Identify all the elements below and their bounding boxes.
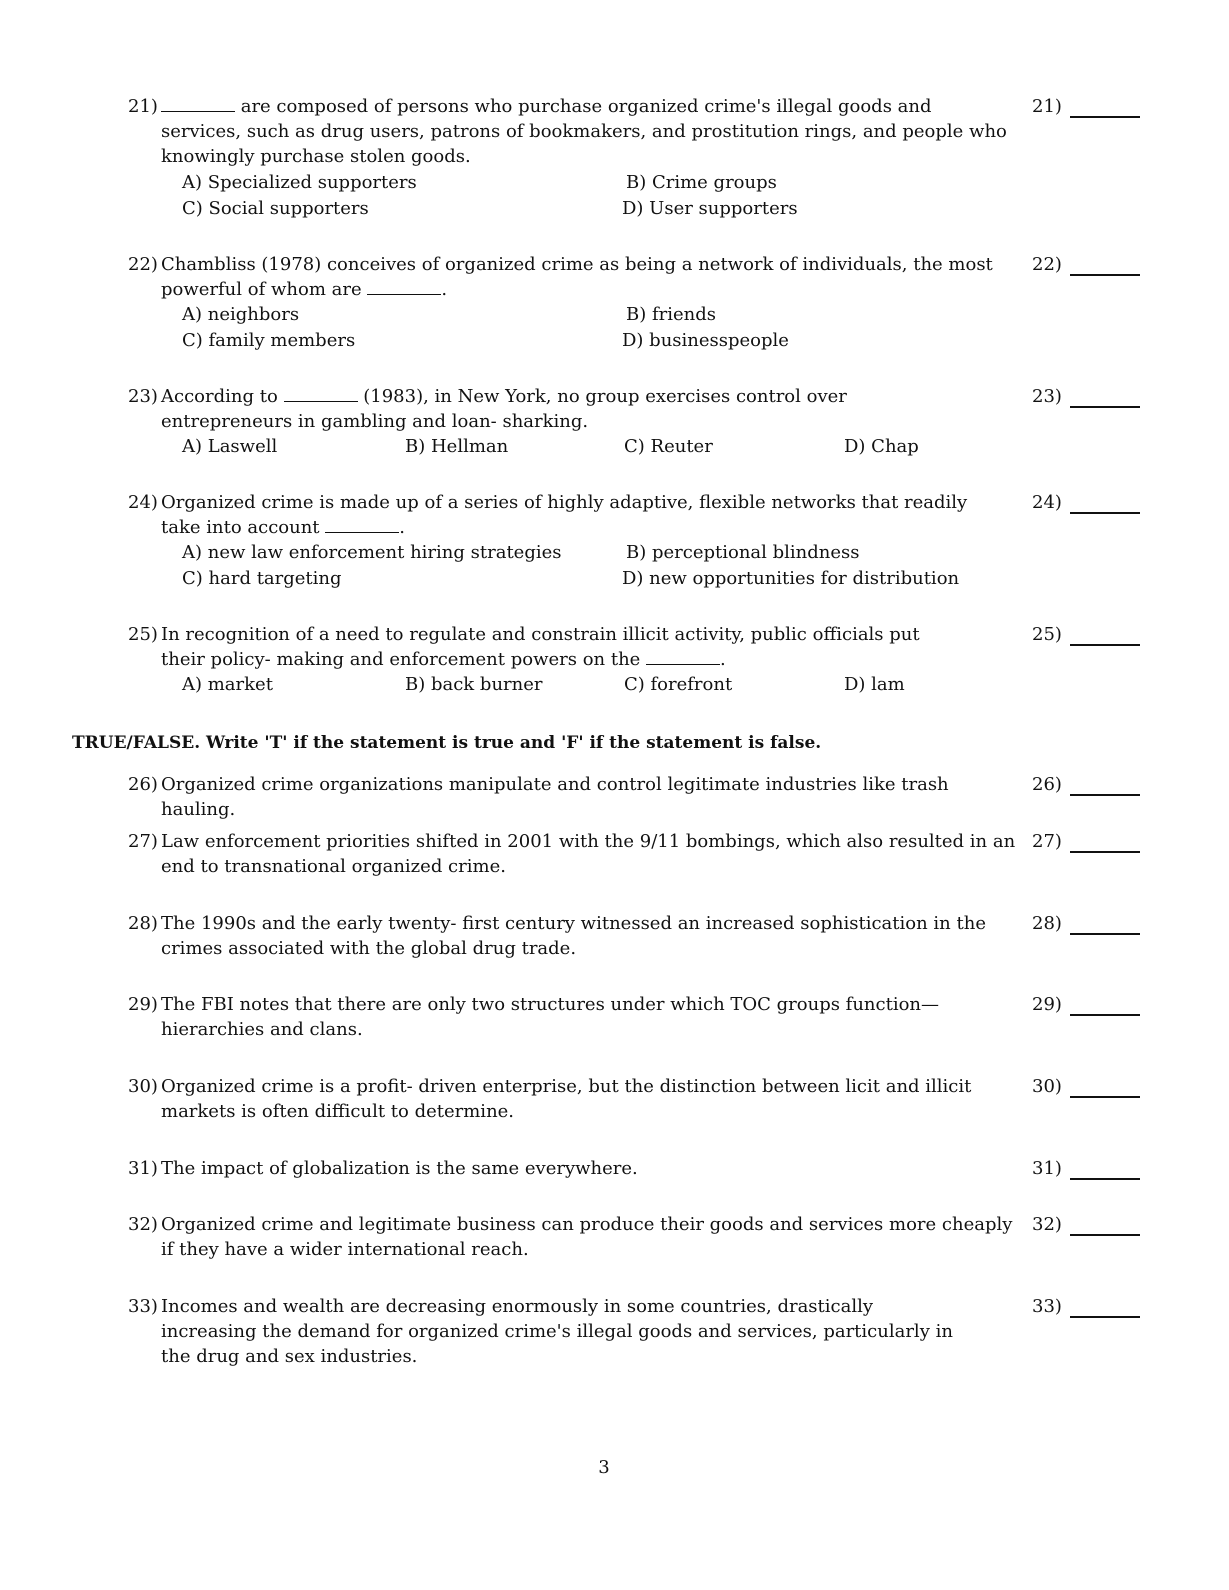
answer-number: 30)	[1032, 1076, 1062, 1097]
fill-in-blank	[325, 516, 399, 533]
answer-line[interactable]	[1070, 1234, 1140, 1236]
answer-number: 33)	[1032, 1296, 1062, 1317]
answer-number: 24)	[1032, 492, 1062, 513]
question-number: 25)	[128, 624, 158, 645]
option-d: D) new opportunities for distribution	[622, 568, 960, 589]
option-b: B) friends	[626, 304, 716, 325]
answer-number: 25)	[1032, 624, 1062, 645]
section-heading: TRUE/FALSE. Write 'T' if the statement is true and 'F' if the statement is false.	[72, 733, 822, 753]
question-text: Organized crime organizations manipulate and control legitimate industries like trash hauling.	[161, 774, 949, 820]
fill-in-blank	[367, 278, 441, 295]
answer-line[interactable]	[1070, 1014, 1140, 1016]
question-text: Organized crime and legitimate business can produce their goods and services more cheaply if they have a wider international reach.	[161, 1214, 1013, 1260]
question-number: 21)	[128, 96, 158, 117]
answer-line[interactable]	[1070, 794, 1140, 796]
answer-line[interactable]	[1070, 933, 1140, 935]
option-d: D) User supporters	[622, 198, 798, 219]
answer-number: 22)	[1032, 254, 1062, 275]
answer-line[interactable]	[1070, 406, 1140, 408]
option-d: D) lam	[844, 674, 905, 695]
option-c: C) Reuter	[624, 436, 713, 457]
question-stem: Organized crime is made up of a series of highly adaptive, flexible networks that readily take into account .	[161, 492, 968, 538]
answer-number: 23)	[1032, 386, 1062, 407]
question-stem: Chambliss (1978) conceives of organized crime as being a network of individuals, the most powerful of whom are .	[161, 254, 993, 300]
page-number: 3	[598, 1457, 610, 1478]
answer-line[interactable]	[1070, 1316, 1140, 1318]
question-text: Incomes and wealth are decreasing enormously in some countries, drastically increasing the demand for organized crime's illegal goods and services, particularly in the drug and sex industries.	[161, 1296, 953, 1367]
answer-number: 28)	[1032, 913, 1062, 934]
answer-number: 27)	[1032, 831, 1062, 852]
answer-line[interactable]	[1070, 116, 1140, 118]
question-number: 32)	[128, 1214, 158, 1235]
option-d: D) Chap	[844, 436, 919, 457]
option-a: A) market	[182, 674, 273, 695]
option-c: C) family members	[182, 330, 356, 351]
fill-in-blank	[646, 648, 720, 665]
question-number: 28)	[128, 913, 158, 934]
question-number: 23)	[128, 386, 158, 407]
answer-line[interactable]	[1070, 644, 1140, 646]
question-text: The FBI notes that there are only two structures under which TOC groups function—hierarchies and clans.	[161, 994, 940, 1040]
answer-line[interactable]	[1070, 1178, 1140, 1180]
question-number: 29)	[128, 994, 158, 1015]
question-text: Organized crime is a profit- driven enterprise, but the distinction between licit and illicit markets is often difficult to determine.	[161, 1076, 972, 1122]
option-b: B) back burner	[405, 674, 543, 695]
question-number: 24)	[128, 492, 158, 513]
answer-line[interactable]	[1070, 512, 1140, 514]
question-number: 30)	[128, 1076, 158, 1097]
question-text: The 1990s and the early twenty- first century witnessed an increased sophistication in the crimes associated with the global drug trade.	[161, 913, 986, 959]
answer-line[interactable]	[1070, 274, 1140, 276]
question-stem: According to (1983), in New York, no group exercises control over entrepreneurs in gambling and loan- sharking.	[161, 386, 847, 432]
question-number: 31)	[128, 1158, 158, 1179]
answer-number: 32)	[1032, 1214, 1062, 1235]
option-c: C) Social supporters	[182, 198, 369, 219]
question-number: 22)	[128, 254, 158, 275]
option-a: A) new law enforcement hiring strategies	[182, 542, 562, 563]
option-a: A) Specialized supporters	[182, 172, 417, 193]
question-number: 26)	[128, 774, 158, 795]
question-number: 33)	[128, 1296, 158, 1317]
question-number: 27)	[128, 831, 158, 852]
question-stem: are composed of persons who purchase organized crime's illegal goods and services, such as drug users, patrons of bookmakers, and prostitution rings, and people who knowingly purchase stolen goods.	[161, 96, 1007, 167]
question-stem: In recognition of a need to regulate and constrain illicit activity, public officials put their policy- making and enforcement powers on the .	[161, 624, 920, 670]
question-text: The impact of globalization is the same everywhere.	[161, 1158, 638, 1179]
option-b: B) Crime groups	[626, 172, 777, 193]
option-d: D) businesspeople	[622, 330, 789, 351]
fill-in-blank	[284, 385, 358, 402]
answer-line[interactable]	[1070, 1096, 1140, 1098]
option-c: C) hard targeting	[182, 568, 342, 589]
answer-number: 26)	[1032, 774, 1062, 795]
option-b: B) perceptional blindness	[626, 542, 860, 563]
option-c: C) forefront	[624, 674, 733, 695]
answer-number: 21)	[1032, 96, 1062, 117]
answer-line[interactable]	[1070, 851, 1140, 853]
option-b: B) Hellman	[405, 436, 509, 457]
answer-number: 31)	[1032, 1158, 1062, 1179]
option-a: A) neighbors	[182, 304, 300, 325]
fill-in-blank	[161, 95, 235, 112]
option-a: A) Laswell	[182, 436, 278, 457]
question-text: Law enforcement priorities shifted in 2001 with the 9/11 bombings, which also resulted in an end to transnational organized crime.	[161, 831, 1016, 877]
answer-number: 29)	[1032, 994, 1062, 1015]
